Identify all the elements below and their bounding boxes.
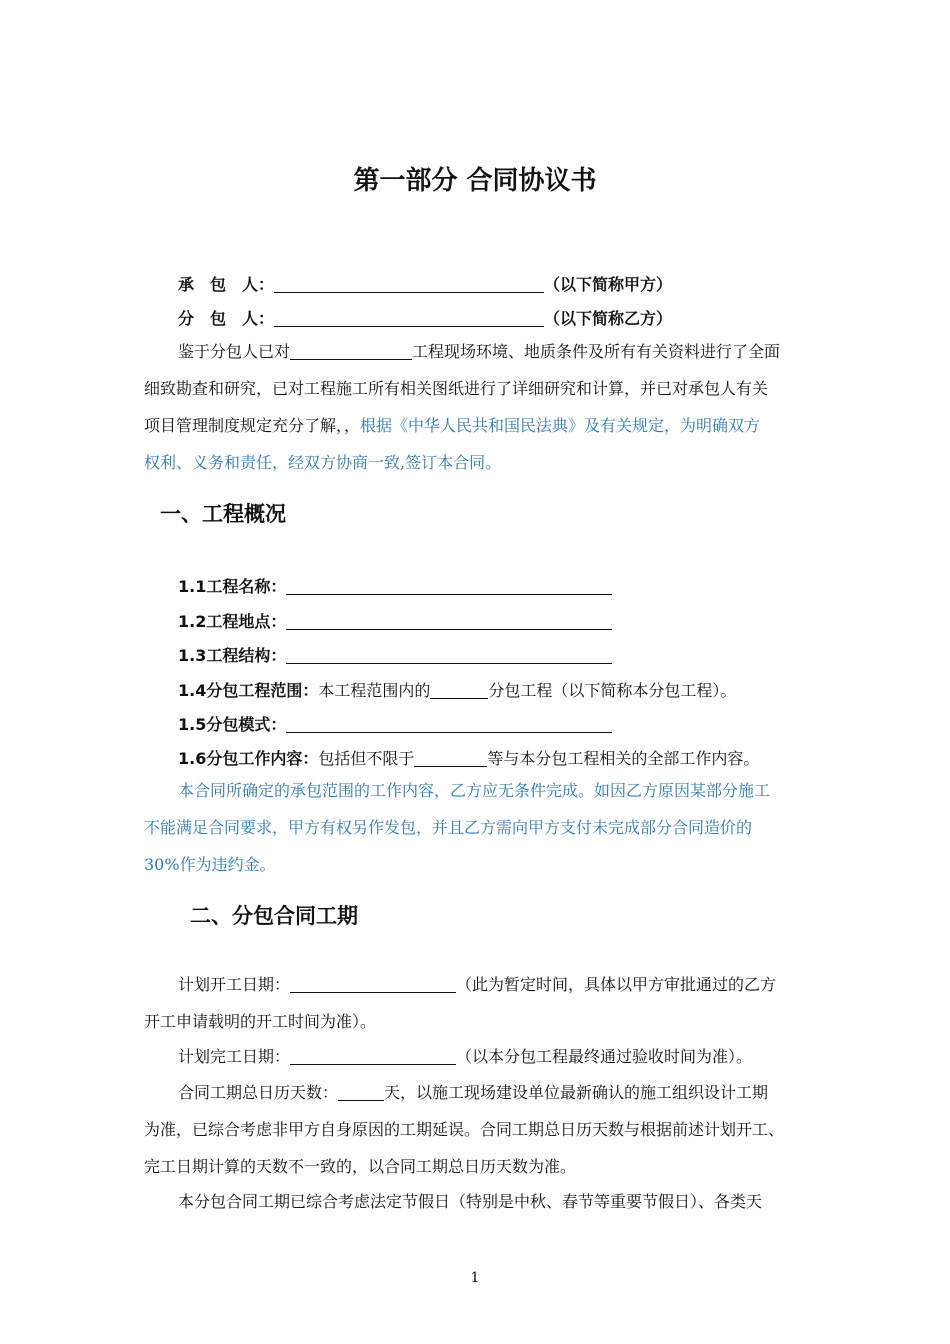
scope-note-line-3: 30%作为违约金。 bbox=[144, 855, 276, 874]
item-text: 分包工程（以下简称本分包工程）。 bbox=[488, 681, 737, 700]
item-label: 1.1工程名称： bbox=[178, 577, 287, 596]
holiday-line-1: 本分包合同工期已综合考虑法定节假日（特别是中秋、春节等重要节假日）、各类天 bbox=[178, 1192, 763, 1211]
item-label: 1.3工程结构： bbox=[178, 646, 287, 665]
preamble-line-4: 权利、义务和责任，经双方协商一致,签订本合同。 bbox=[144, 453, 502, 472]
section-1-heading: 一、工程概况 bbox=[160, 502, 286, 526]
item-work-content bbox=[178, 746, 759, 769]
preamble-line-2: 细致勘查和研究，已对工程施工所有相关图纸进行了详细研究和计算，并已对承包人有关 bbox=[144, 379, 769, 398]
planned-start-line bbox=[178, 975, 776, 995]
contractor-suffix: （以下简称甲方） bbox=[544, 275, 673, 294]
planned-end-line bbox=[178, 1047, 752, 1067]
field-label: 合同工期总日历天数： bbox=[178, 1083, 339, 1102]
item-subcontract-scope bbox=[178, 678, 736, 701]
field-note: 天，以施工现场建设单位最新确认的施工组织设计工期 bbox=[384, 1083, 769, 1102]
item-label: 1.4分包工程范围： bbox=[178, 681, 319, 700]
preamble-text: 工程现场环境、地质条件及所有有关资料进行了全面 bbox=[412, 342, 781, 361]
planned-start-date-blank[interactable] bbox=[290, 976, 456, 993]
subcontract-scope-blank[interactable] bbox=[430, 682, 488, 699]
item-text: 包括但不限于 bbox=[318, 749, 415, 768]
item-project-name bbox=[178, 574, 612, 597]
contractor-label: 承 包 人： bbox=[178, 275, 275, 294]
planned-start-line-2: 开工申请载明的开工时间为准）。 bbox=[144, 1012, 377, 1031]
preamble-text: 项目管理制度规定充分了解，， bbox=[144, 416, 361, 435]
total-days-line bbox=[178, 1083, 768, 1103]
scope-note-line-2: 不能满足合同要求，甲方有权另作发包，并且乙方需向甲方支付未完成部分合同造价的 bbox=[144, 818, 753, 837]
project-name-field[interactable] bbox=[286, 578, 612, 595]
item-project-structure bbox=[178, 643, 612, 666]
section-2-heading: 二、分包合同工期 bbox=[190, 904, 358, 928]
preamble-line-3 bbox=[144, 416, 760, 436]
work-content-blank[interactable] bbox=[414, 750, 487, 767]
project-structure-field[interactable] bbox=[286, 647, 612, 664]
subcontractor-name-blank[interactable] bbox=[274, 310, 544, 327]
item-project-location bbox=[178, 609, 612, 632]
scope-note-line-1: 本合同所确定的承包范围的工作内容，乙方应无条件完成。如因乙方原因某部分施工 bbox=[178, 781, 771, 800]
total-days-blank[interactable] bbox=[338, 1084, 384, 1101]
contractor-name-blank[interactable] bbox=[274, 276, 544, 293]
page-number: 1 bbox=[470, 1270, 480, 1286]
project-location-field[interactable] bbox=[286, 613, 612, 630]
subcontractor-line bbox=[178, 306, 672, 329]
preamble-text: 鉴于分包人已对 bbox=[178, 342, 291, 361]
subcontract-mode-field[interactable] bbox=[286, 716, 612, 733]
item-text: 等与本分包工程相关的全部工作内容。 bbox=[487, 749, 760, 768]
subcontractor-suffix: （以下简称乙方） bbox=[544, 309, 673, 328]
field-label: 计划完工日期： bbox=[178, 1047, 291, 1066]
preamble-legal-basis: 根据《中华人民共和国民法典》及有关规定，为明确双方 bbox=[360, 416, 761, 435]
total-days-line-2: 为准，已综合考虑非甲方自身原因的工期延误。合同工期总日历天数与根据前述计划开工、 bbox=[144, 1120, 785, 1139]
item-label: 1.5分包模式： bbox=[178, 715, 287, 734]
planned-end-date-blank[interactable] bbox=[290, 1048, 456, 1065]
field-note: （此为暂定时间，具体以甲方审批通过的乙方 bbox=[456, 975, 777, 994]
project-name-blank[interactable] bbox=[290, 343, 412, 360]
field-note: （以本分包工程最终通过验收时间为准）。 bbox=[456, 1047, 753, 1066]
item-label: 1.2工程地点： bbox=[178, 612, 287, 631]
item-subcontract-mode bbox=[178, 712, 612, 735]
contractor-line bbox=[178, 272, 672, 295]
subcontractor-label: 分 包 人： bbox=[178, 309, 275, 328]
item-label: 1.6分包工作内容： bbox=[178, 749, 319, 768]
preamble-line-1 bbox=[178, 342, 780, 362]
page-title: 第一部分 合同协议书 bbox=[353, 166, 597, 196]
field-label: 计划开工日期： bbox=[178, 975, 291, 994]
item-text: 本工程范围内的 bbox=[318, 681, 431, 700]
total-days-line-3: 完工日期计算的天数不一致的，以合同工期总日历天数为准。 bbox=[144, 1157, 577, 1176]
